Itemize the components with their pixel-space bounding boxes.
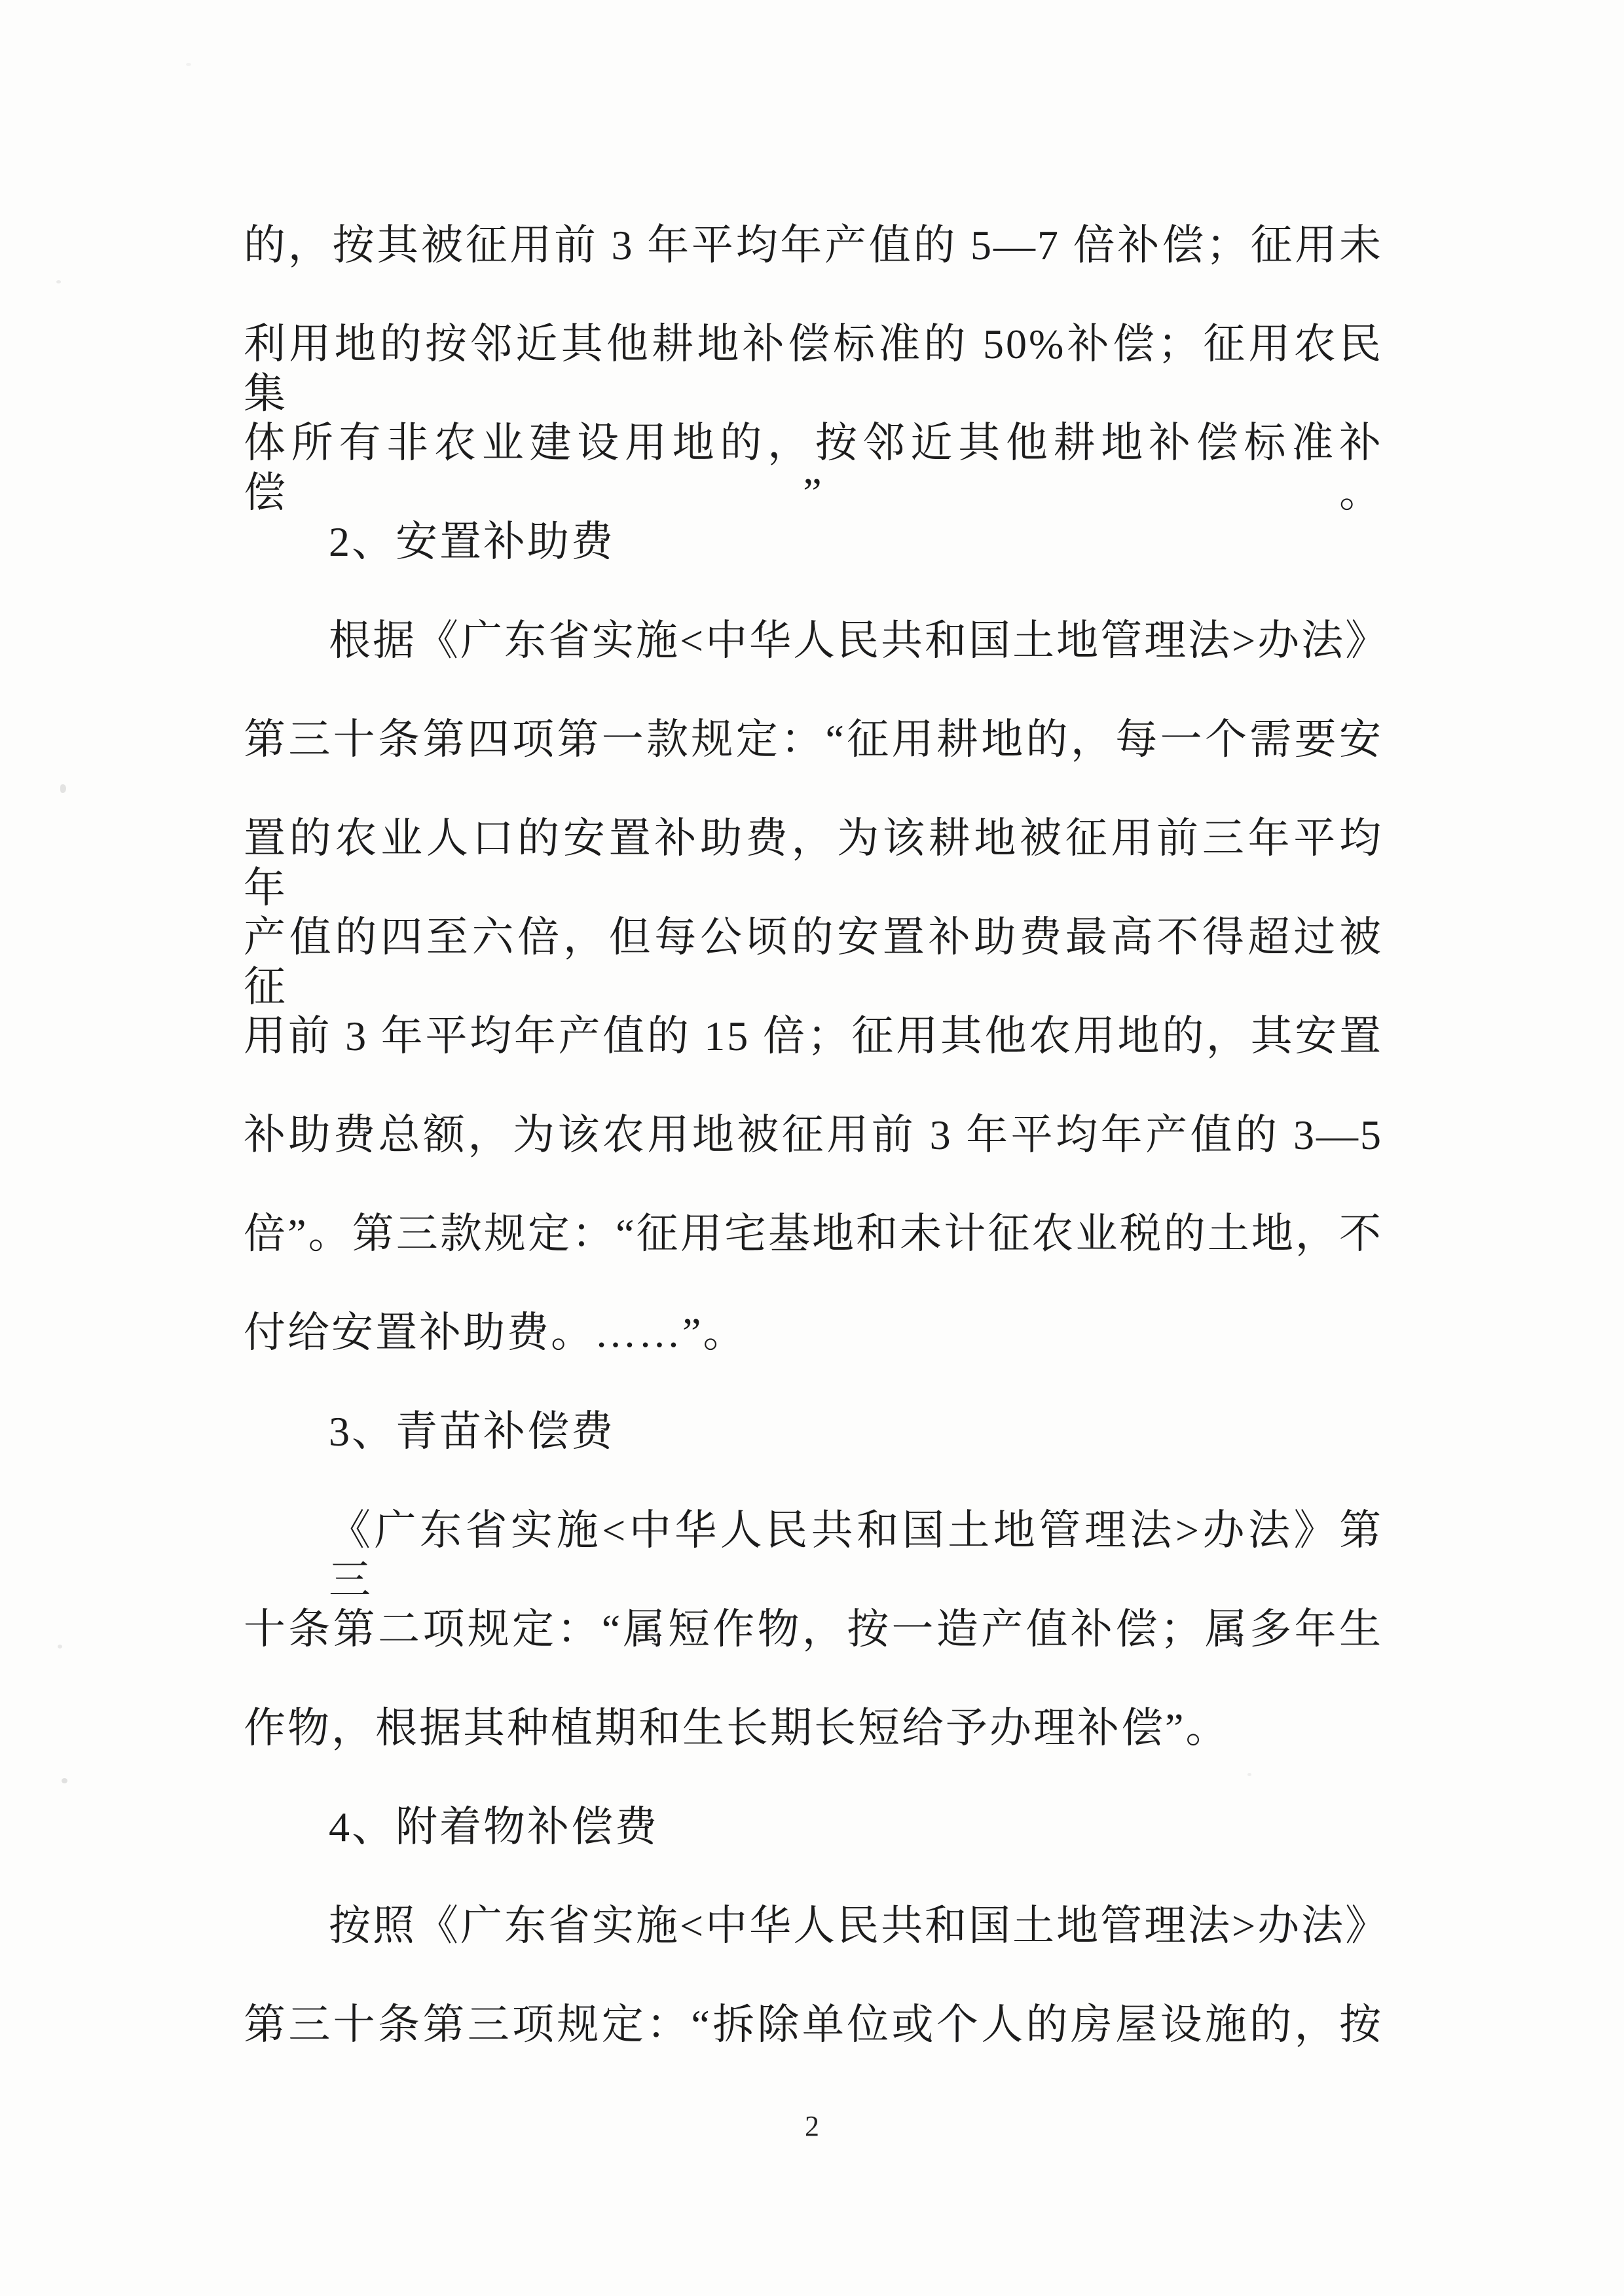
text-line: 利用地的按邻近其他耕地补偿标准的 50%补偿；征用农民集 — [244, 321, 1383, 417]
text-line: 《广东省实施<中华人民共和国土地管理法>办法》第三 — [329, 1507, 1383, 1603]
text-line: 的，按其被征用前 3 年平均年产值的 5—7 倍补偿；征用未 — [244, 222, 1383, 268]
text-line: 作物，根据其种植期和生长期长短给予办理补偿”。 — [244, 1705, 1230, 1751]
text-line: 第三十条第三项规定：“拆除单位或个人的房屋设施的，按 — [244, 2001, 1383, 2048]
text-line: 付给安置补助费。……”。 — [244, 1309, 747, 1356]
text-line: 第三十条第四项第一款规定：“征用耕地的，每一个需要安 — [244, 716, 1383, 763]
text-line: 置的农业人口的安置补助费，为该耕地被征用前三年平均年 — [244, 815, 1383, 911]
heading-item-3: 3、青苗补偿费 — [329, 1408, 615, 1455]
scan-speck — [62, 1778, 67, 1783]
text-line: 用前 3 年平均年产值的 15 倍；征用其他农用地的，其安置 — [244, 1013, 1383, 1059]
text-line: 十条第二项规定：“属短作物，按一造产值补偿；属多年生 — [244, 1606, 1383, 1652]
heading-item-2: 2、安置补助费 — [329, 519, 615, 565]
scan-speck — [186, 63, 191, 66]
heading-item-4: 4、附着物补偿费 — [329, 1804, 659, 1850]
text-line: 按照《广东省实施<中华人民共和国土地管理法>办法》 — [329, 1903, 1390, 1949]
text-line: 根据《广东省实施<中华人民共和国土地管理法>办法》 — [329, 617, 1390, 664]
scan-speck — [1247, 1773, 1251, 1776]
text-line: 产值的四至六倍，但每公顷的安置补助费最高不得超过被征 — [244, 914, 1383, 1010]
scan-speck — [58, 1645, 62, 1649]
scan-speck — [56, 280, 61, 283]
text-line: 体所有非农业建设用地的，按邻近其他耕地补偿标准补偿”。 — [244, 420, 1383, 516]
scan-speck — [60, 784, 66, 793]
text-line: 倍”。第三款规定：“征用宅基地和未计征农业税的土地，不 — [244, 1211, 1383, 1257]
text-line: 补助费总额，为该农用地被征用前 3 年平均年产值的 3—5 — [244, 1112, 1383, 1158]
page-number: 2 — [805, 2110, 819, 2142]
